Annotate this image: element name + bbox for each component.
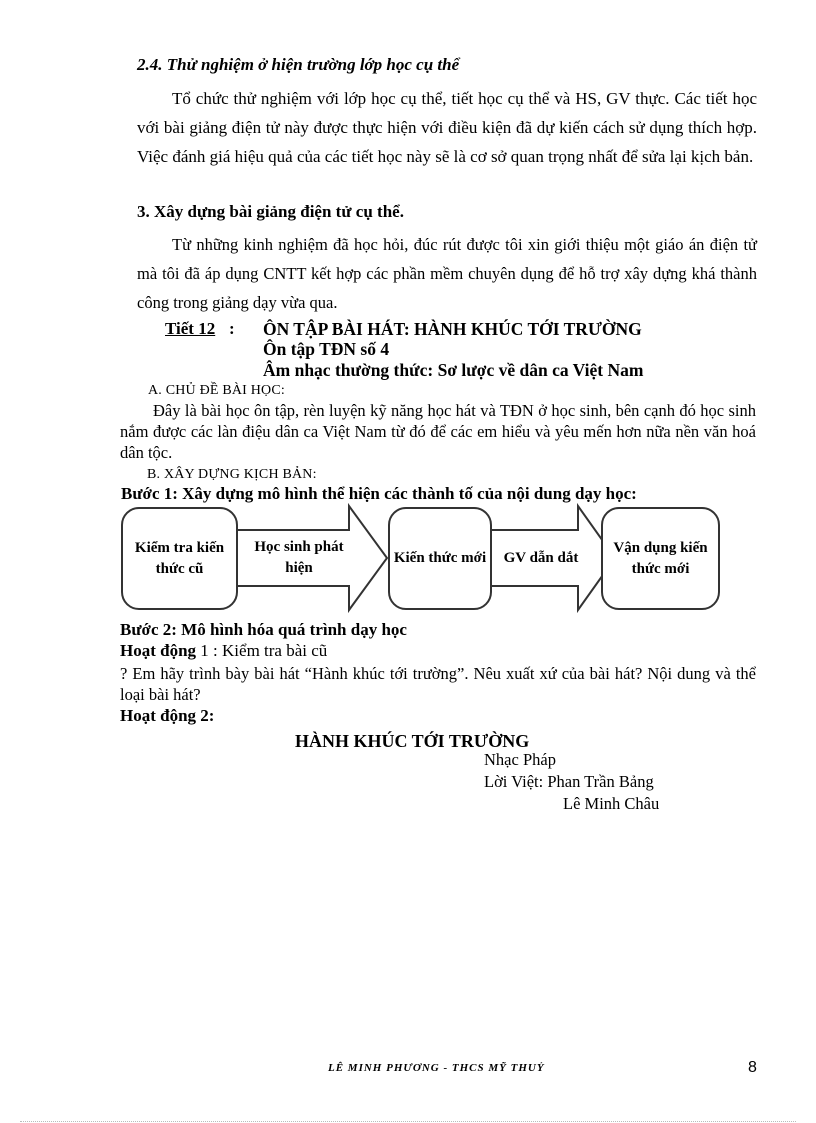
diagram-arrow-label-discover: Học sinh phát hiện xyxy=(254,539,344,576)
part-a-heading: A. CHỦ ĐỀ BÀI HỌC: xyxy=(148,383,285,398)
part-a-paragraph: Đây là bài học ôn tập, rèn luyện kỹ năng học hát và TĐN ở học sinh, bên cạnh đó học sinh nắm được các làn điệu dân ca Việt Nam từ đó để các em hiểu và yêu mến hơn nữa nền văn hoá dân tộc. xyxy=(120,401,756,462)
step1-heading: Bước 1: Xây dựng mô hình thể hiện các thành tố của nội dung dạy học: xyxy=(121,484,637,503)
section-2-4-paragraph: Tổ chức thử nghiệm với lớp học cụ thể, tiết học cụ thể và HS, GV thực. Các tiết học với bài giảng điện tử này được thực hiện với điều kiện đã dự kiến cách sử dụng thích hợp. Việc đánh giá hiệu quả của các tiết học này sẽ là cơ sở quan trọng nhất để sửa lại kịch bản. xyxy=(137,89,757,166)
activity1-label: Hoạt động xyxy=(120,641,197,660)
diagram-box-new-knowledge: Kiến thức mới xyxy=(388,507,492,610)
song-music-credit: Nhạc Pháp xyxy=(484,750,556,769)
activity2-label: Hoạt động 2: xyxy=(120,706,215,725)
activity1-text: 1 : Kiểm tra bài cũ xyxy=(196,641,328,660)
diagram-box-review: Kiểm tra kiến thức cũ xyxy=(121,507,238,610)
diagram-arrow-label-guide: GV dẫn dắt xyxy=(503,549,579,566)
section-2-4-heading: 2.4. Thử nghiệm ở hiện trường lớp học cụ thể xyxy=(137,55,460,74)
section-3-heading: 3. Xây dựng bài giảng điện tử cụ thể. xyxy=(137,202,404,221)
song-title: HÀNH KHÚC TỚI TRƯỜNG xyxy=(295,731,530,751)
lesson-title-line1: ÔN TẬP BÀI HÁT: HÀNH KHÚC TỚI TRƯỜNG xyxy=(263,319,642,339)
song-lyrics-credit: Lời Việt: Phan Trần Bảng xyxy=(484,772,654,791)
step2-heading: Bước 2: Mô hình hóa quá trình dạy học xyxy=(120,620,407,639)
lesson-colon: : xyxy=(229,319,235,338)
lesson-label: Tiết 12 xyxy=(165,319,216,338)
lesson-title-line3: Âm nhạc thường thức: Sơ lược về dân ca Việt Nam xyxy=(263,360,644,380)
diagram-box-apply: Vận dụng kiến thức mới xyxy=(601,507,720,610)
part-b-heading: B. XÂY DỰNG KỊCH BẢN: xyxy=(147,467,317,482)
page-number: 8 xyxy=(748,1059,757,1076)
song-lyrics-credit-2: Lê Minh Châu xyxy=(563,794,660,813)
footer-author: LÊ MINH PHƯƠNG - THCS MỸ THUỶ xyxy=(328,1062,545,1074)
activity1-line xyxy=(120,641,327,661)
activity1-question: ? Em hãy trình bày bài hát “Hành khúc tới trường”. Nêu xuất xứ của bài hát? Nội dung và thể loại bài hát? xyxy=(120,664,756,704)
section-3-paragraph: Từ những kinh nghiệm đã học hỏi, đúc rút được tôi xin giới thiệu một giáo án điện tử mà tôi đã áp dụng CNTT kết hợp các phần mềm chuyên dụng để hỗ trợ xây dựng khá thành công trong giảng dạy vừa qua. xyxy=(137,235,757,312)
lesson-title-line2: Ôn tập TĐN số 4 xyxy=(263,339,390,359)
page-bottom-border xyxy=(20,1121,796,1122)
